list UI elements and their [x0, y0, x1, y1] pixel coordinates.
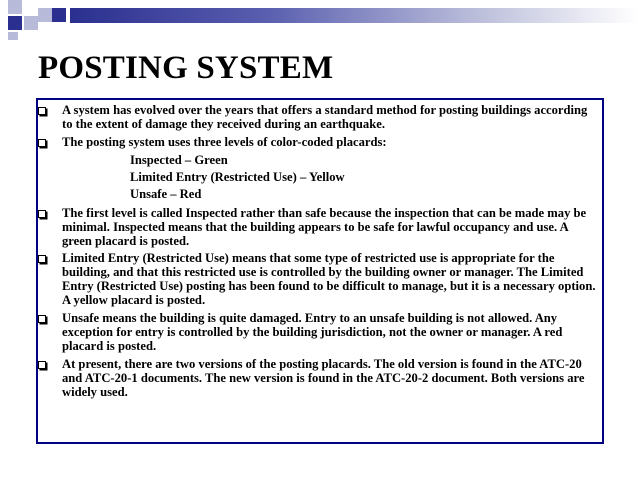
square-bullet-icon	[38, 255, 46, 263]
list-item	[38, 252, 598, 308]
placard-level: Inspected – Green	[130, 152, 228, 167]
decor-square	[24, 16, 38, 30]
decor-square	[24, 0, 38, 14]
square-bullet-icon	[38, 315, 46, 323]
bullet-list	[38, 104, 598, 404]
list-item	[38, 207, 598, 249]
bullet-text: The posting system uses three levels of color-coded placards:	[62, 134, 387, 149]
decor-square	[8, 0, 22, 14]
square-bullet-icon	[38, 107, 46, 115]
list-item	[38, 136, 598, 203]
list-item	[38, 358, 598, 400]
list-item	[38, 312, 598, 354]
placard-level: Limited Entry (Restricted Use) – Yellow	[130, 169, 345, 184]
bullet-text: Unsafe means the building is quite damaged. Entry to an unsafe building is not allowed. Any exception for entry is controlled by the building jurisdiction, not the owner or manager. A red placard is posted.	[62, 311, 563, 353]
list-item	[38, 104, 598, 132]
bullet-text: Limited Entry (Restricted Use) means that some type of restricted use is appropriate for the building, and that this restricted use is controlled by the building owner or manager. The Limited Entry (Restricted Use) posting has been found to be difficult to manage, but it is a necessary option. A yellow placard is posted.	[62, 251, 596, 308]
decor-square	[52, 8, 66, 22]
square-bullet-icon	[38, 361, 46, 369]
decor-square	[8, 16, 22, 30]
placard-levels	[62, 152, 598, 203]
decorative-header-band	[0, 0, 638, 36]
slide-title: POSTING SYSTEM	[38, 50, 334, 86]
bullet-text: The first level is called Inspected rather than safe because the inspection that can be made may be minimal. Inspected means that the building appears to be safe for lawful occupancy and use. A green placard is posted.	[62, 205, 587, 248]
placard-level: Unsafe – Red	[130, 186, 202, 201]
square-bullet-icon	[38, 210, 46, 218]
decor-square	[8, 32, 18, 40]
bullet-text: At present, there are two versions of the posting placards. The old version is found in the ATC-20 and ATC-20-1 documents. The new version is found in the ATC-20-2 document. Both versions are widely used.	[62, 356, 585, 399]
square-bullet-icon	[38, 139, 46, 147]
bullet-text: A system has evolved over the years that offers a standard method for posting buildings according to the extent of damage they received during an earthquake.	[62, 103, 588, 131]
decor-square	[38, 8, 52, 22]
decor-gradient-bar	[70, 8, 638, 23]
